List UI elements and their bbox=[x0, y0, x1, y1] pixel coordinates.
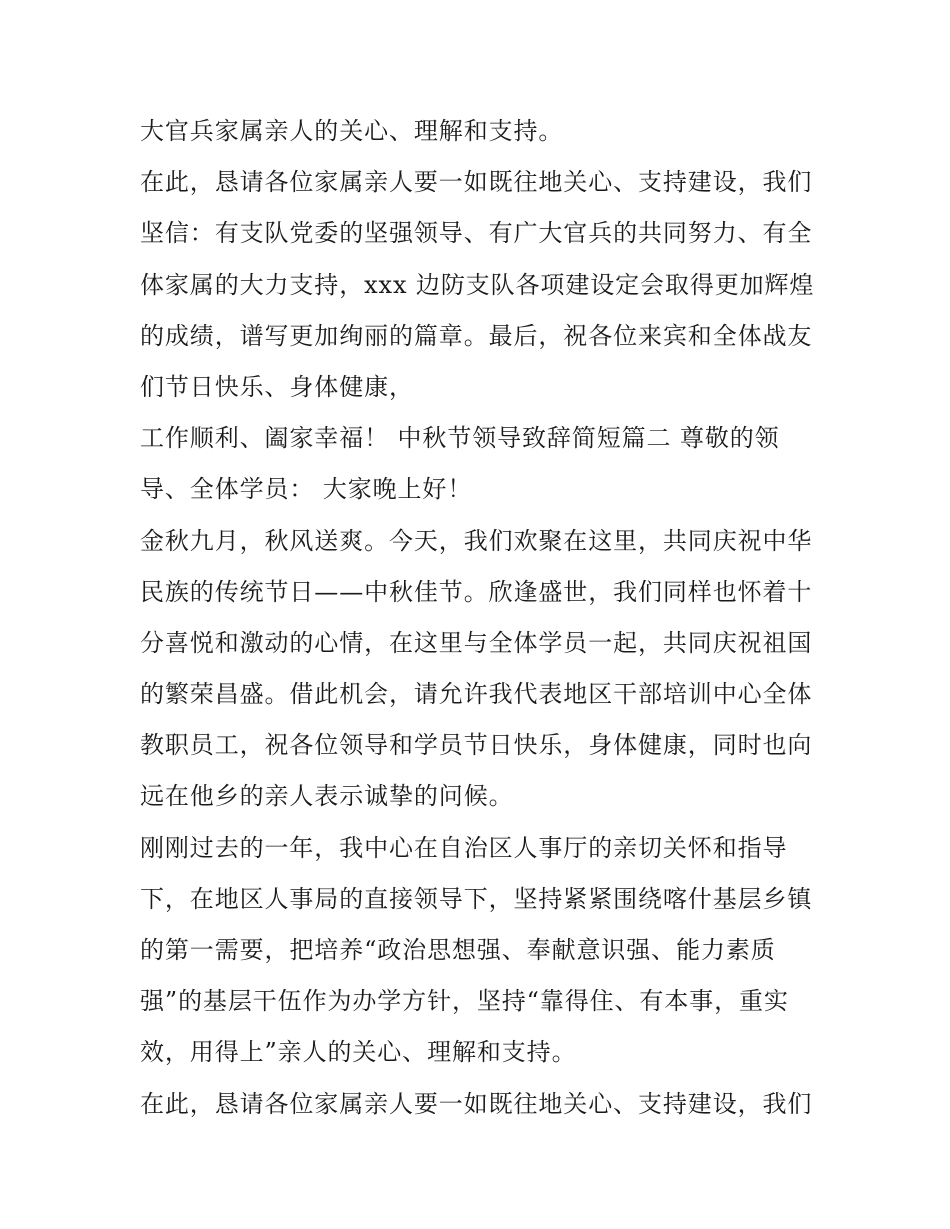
text-line: 在此，恳请各位家属亲人要一如既往地关心、支持建设，我们 bbox=[140, 1089, 813, 1118]
text-line: 在此，恳请各位家属亲人要一如既往地关心、支持建设，我们 bbox=[140, 168, 813, 197]
text-line: 刚刚过去的一年，我中心在自治区人事厅的亲切关怀和指导 bbox=[140, 833, 788, 862]
text-line: 效，用得上”亲人的关心、理解和支持。 bbox=[140, 1038, 577, 1067]
text-line: 体家属的大力支持，xxx 边防支队各项建设定会取得更加辉煌 bbox=[140, 270, 815, 299]
text-line: 强”的基层干伍作为办学方针，坚持“靠得住、有本事，重实 bbox=[140, 987, 789, 1016]
text-line: 分喜悦和激动的心情，在这里与全体学员一起，共同庆祝祖国 bbox=[140, 628, 813, 657]
text-line: 工作顺利、阖家幸福！ 中秋节领导致辞简短篇二 尊敬的领 bbox=[140, 424, 780, 453]
text-line: 民族的传统节日——中秋佳节。欣逢盛世，我们同样也怀着十 bbox=[140, 577, 813, 606]
document-body bbox=[140, 106, 830, 1130]
text-line: 导、全体学员： 大家晚上好！ bbox=[140, 475, 473, 504]
text-line: 下，在地区人事局的直接领导下，坚持紧紧围绕喀什基层乡镇 bbox=[140, 884, 813, 913]
text-line: 的成绩，谱写更加绚丽的篇章。最后，祝各位来宾和全体战友 bbox=[140, 321, 813, 350]
text-line: 金秋九月，秋风送爽。今天，我们欢聚在这里，共同庆祝中华 bbox=[140, 526, 813, 555]
text-line: 远在他乡的亲人表示诚挚的问候。 bbox=[140, 782, 514, 811]
text-line: 们节日快乐、身体健康， bbox=[140, 372, 414, 401]
text-line: 的第一需要，把培养“政治思想强、奉献意识强、能力素质 bbox=[140, 936, 776, 964]
text-line: 的繁荣昌盛。借此机会，请允许我代表地区干部培训中心全体 bbox=[140, 680, 813, 709]
text-line: 坚信：有支队党委的坚强领导、有广大官兵的共同努力、有全 bbox=[140, 219, 813, 248]
text-line: 教职员工，祝各位领导和学员节日快乐，身体健康，同时也向 bbox=[140, 731, 813, 760]
text-line: 大官兵家属亲人的关心、理解和支持。 bbox=[140, 117, 564, 145]
